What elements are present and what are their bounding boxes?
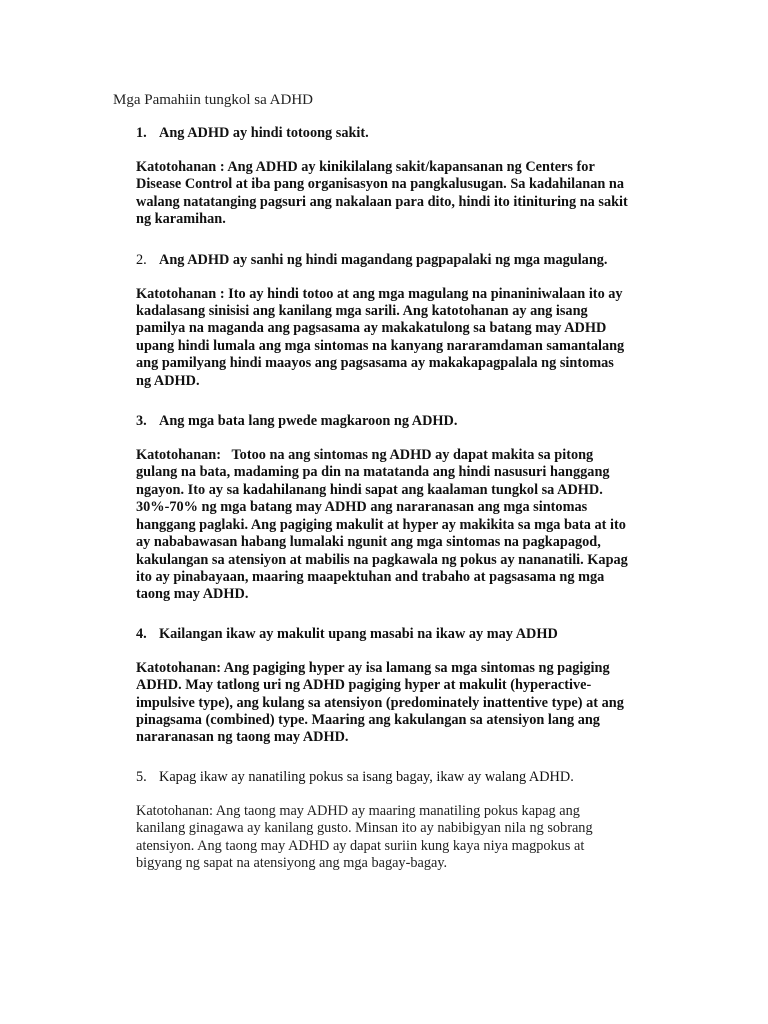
text-line: 30%-70% ng mga batang may ADHD ang nararanasan ang mga sintomas (136, 499, 588, 516)
text-line: ito ay pinabayaan, maaring maapektuhan and trabaho at pagsasama ng mga (136, 568, 605, 585)
text-line: bigyang ng sapat na atensiyong ang mga bagay-bagay. (136, 854, 448, 871)
fact-paragraph-3 (136, 447, 656, 604)
text-line: Katotohanan : Ito ay hindi totoo at ang mga magulang na pinaniniwalaan ito ay (136, 285, 623, 302)
text-line: impulsive type), ang kulang sa atensiyon (predominately inattentive type) at ang (136, 694, 624, 711)
text-line: hanggang paglaki. Ang pagiging makulit at hyper ay makikita sa mga bata at ito (136, 516, 626, 533)
myth-number: 2. (136, 251, 147, 268)
myth-number: 1. (136, 125, 147, 141)
myth-statement: Kailangan ikaw ay makulit upang masabi na ikaw ay may ADHD (159, 625, 558, 642)
text-line: ang pamilyang hindi maayos ang pagsasama ay makakapagpalala ng sintomas (136, 355, 614, 372)
myth-statement: Kapag ikaw ay nanatiling pokus sa isang bagay, ikaw ay walang ADHD. (159, 768, 574, 785)
text-line: ay nababawasan habang lumalaki ngunit ang mga sintomas na pagkapagod, (136, 534, 601, 551)
text-line: Katotohanan: Ang taong may ADHD ay maaring manatiling pokus kapag ang (136, 802, 580, 819)
myth-number: 5. (136, 768, 147, 785)
document-body (136, 124, 656, 872)
myth-statement: Ang ADHD ay sanhi ng hindi magandang pagpapalaki ng mga magulang. (159, 251, 608, 268)
myth-item-3 (136, 412, 656, 604)
text-line: kadalasang sinisisi ang kanilang mga sarili. Ang katotohanan ay ang isang (136, 303, 588, 320)
text-line: nararanasan ng taong may ADHD. (136, 729, 349, 746)
text-line: walang natatanging pagsuri ang nakalaan para dito, hindi ito itinituring na sakit (136, 193, 628, 210)
myth-number: 3. (136, 413, 147, 430)
myth-statement: Ang mga bata lang pwede magkaroon ng ADHD. (159, 413, 458, 430)
text-line: Katotohanan : Ang ADHD ay kinikilalang sakit/kapansanan ng Centers for (136, 159, 595, 175)
myth-heading-4 (136, 625, 656, 644)
text-line: upang hindi lumala ang mga sintomas na kanyang nararamdaman samantalang (136, 337, 625, 354)
myth-heading-2 (136, 251, 656, 270)
text-line: taong may ADHD. (136, 586, 249, 603)
text-line: ng karamihan. (136, 211, 226, 228)
text-line: ngayon. Ito ay sa kadahilanang hindi sapat ang kaalaman tungkol sa ADHD. (136, 481, 603, 498)
fact-paragraph-4 (136, 660, 656, 747)
text-line: Disease Control at iba pang organisasyon na pangkalusugan. Sa kadahilanan na (136, 176, 624, 193)
myth-item-4 (136, 625, 656, 747)
myth-item-1 (136, 124, 656, 229)
text-line: Katotohanan: Ang pagiging hyper ay isa lamang sa mga sintomas ng pagiging (136, 659, 610, 676)
myth-item-5 (136, 768, 656, 873)
text-line: atensiyon. Ang taong may ADHD ay dapat suriin kung kaya niya magpokus at (136, 837, 585, 854)
myth-heading-5 (136, 768, 656, 787)
myth-item-2 (136, 251, 656, 390)
myth-heading-3 (136, 412, 656, 431)
text-line: ng ADHD. (136, 372, 200, 389)
myth-statement: Ang ADHD ay hindi totoong sakit. (159, 125, 369, 141)
myth-heading-1 (136, 124, 656, 143)
fact-paragraph-5 (136, 803, 656, 873)
text-line: gulang na bata, madaming pa din na matatanda ang hindi nasusuri hanggang (136, 464, 610, 481)
text-line: ADHD. May tatlong uri ng ADHD pagiging hyper at makulit (hyperactive- (136, 677, 592, 694)
text-line: kanilang ginagawa ay kanilang gusto. Minsan ito ay nabibigyan nila ng sobrang (136, 820, 593, 837)
text-line: pamilya na maganda ang pagsasama ay makakatulong sa batang may ADHD (136, 320, 607, 337)
text-line: pinagsama (combined) type. Maaring ang kakulangan sa atensiyon lang ang (136, 711, 600, 728)
fact-paragraph-1 (136, 159, 656, 229)
text-line: kakulangan sa atensiyon at mabilis na pagkawala ng pokus ay nananatili. Kapag (136, 551, 628, 568)
fact-paragraph-2 (136, 286, 656, 390)
myth-number: 4. (136, 625, 147, 642)
text-line: Katotohanan: Totoo na ang sintomas ng ADHD ay dapat makita sa pitong (136, 447, 594, 464)
document-title: Mga Pamahiin tungkol sa ADHD (113, 92, 313, 108)
